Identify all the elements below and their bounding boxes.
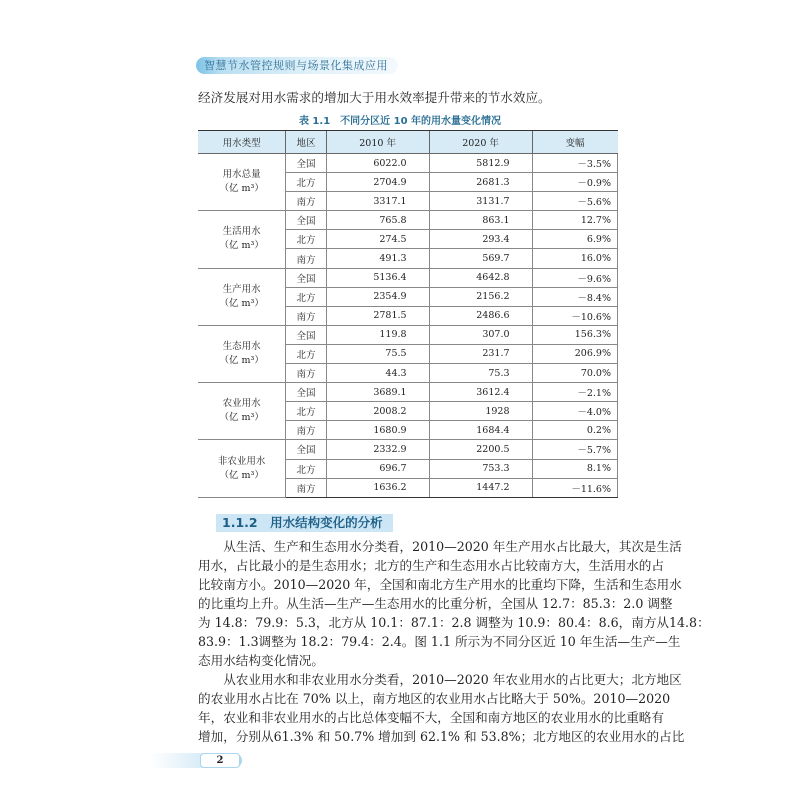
region-cell: 全国 xyxy=(286,325,326,344)
table-row xyxy=(198,325,618,344)
region-cell: 全国 xyxy=(286,440,326,459)
value-2010-cell: 6022.0 xyxy=(326,154,429,173)
change-cell: 0.2% xyxy=(532,421,617,440)
text-line: 比较南方小。2010—2020 年，全国和南北方生产用水的比重均下降，生活和生态用水 xyxy=(198,577,682,592)
water-type-cell xyxy=(198,325,286,382)
water-type: 农业用水 xyxy=(222,398,261,410)
value-2010-cell: 75.5 xyxy=(326,344,429,363)
value-2010-cell: 2781.5 xyxy=(326,306,429,325)
value-2010-cell: 119.8 xyxy=(326,325,429,344)
value-2010-cell: 491.3 xyxy=(326,249,429,268)
unit: （亿 m³） xyxy=(219,240,264,252)
value-2020-cell: 2681.3 xyxy=(429,173,532,192)
value-2020-cell: 5812.9 xyxy=(429,154,532,173)
text-line: 为 14.8：79.9：5.3，北方从 10.1：87.1：2.8 调整为 10.9：80.4：8.6，南方从14.8： xyxy=(198,615,710,630)
water-type-cell xyxy=(198,154,286,211)
value-2010-cell: 3317.1 xyxy=(326,192,429,211)
value-2010-cell: 1680.9 xyxy=(326,421,429,440)
region-cell: 南方 xyxy=(286,478,326,497)
value-2020-cell: 1447.2 xyxy=(429,478,532,497)
change-cell: －5.6% xyxy=(532,192,617,211)
region-cell: 北方 xyxy=(286,230,326,249)
water-type: 生活用水 xyxy=(222,226,261,238)
value-2010-cell: 696.7 xyxy=(326,459,429,478)
change-cell: －3.5% xyxy=(532,154,617,173)
region-cell: 全国 xyxy=(286,268,326,287)
change-cell: 8.1% xyxy=(532,459,617,478)
water-type-cell xyxy=(198,383,286,440)
value-2020-cell: 2156.2 xyxy=(429,287,532,306)
value-2020-cell: 2200.5 xyxy=(429,440,532,459)
column-header: 变幅 xyxy=(532,131,617,154)
region-cell: 南方 xyxy=(286,192,326,211)
value-2020-cell: 75.3 xyxy=(429,364,532,383)
value-2010-cell: 2704.9 xyxy=(326,173,429,192)
unit: （亿 m³） xyxy=(219,354,264,366)
region-cell: 南方 xyxy=(286,421,326,440)
change-cell: 12.7% xyxy=(532,211,617,230)
change-cell: －8.4% xyxy=(532,287,617,306)
change-cell: 70.0% xyxy=(532,364,617,383)
column-header: 地区 xyxy=(286,131,326,154)
section-heading: 1.1.2 用水结构变化的分析 xyxy=(216,514,393,532)
water-type-cell xyxy=(198,211,286,268)
text-line: 年，农业和非农业用水的占比总体变幅不大，全国和南方地区的农业用水的比重略有 xyxy=(198,710,664,725)
value-2020-cell: 3131.7 xyxy=(429,192,532,211)
change-cell: 6.9% xyxy=(532,230,617,249)
water-type: 生态用水 xyxy=(222,340,261,352)
region-cell: 北方 xyxy=(286,402,326,421)
value-2010-cell: 44.3 xyxy=(326,364,429,383)
unit: （亿 m³） xyxy=(219,183,264,195)
table-row xyxy=(198,440,618,459)
water-type-cell xyxy=(198,440,286,497)
change-cell: －2.1% xyxy=(532,383,617,402)
text-line: 从农业用水和非农业用水分类看，2010—2020 年农业用水的占比更大；北方地区 xyxy=(198,672,682,687)
change-cell: －0.9% xyxy=(532,173,617,192)
text-line: 的比重均上升。从生活—生产—生态用水的比重分析，全国从 12.7：85.3：2.0 调整 xyxy=(198,596,673,611)
water-type: 非农业用水 xyxy=(217,455,266,467)
value-2020-cell: 1928 xyxy=(429,402,532,421)
region-cell: 北方 xyxy=(286,459,326,478)
value-2020-cell: 3612.4 xyxy=(429,383,532,402)
table-body xyxy=(198,154,618,498)
text-line: 的农业用水占比在 70% 以上，南方地区的农业用水占比略大于 50%。2010—2020 xyxy=(198,691,671,706)
value-2010-cell: 2008.2 xyxy=(326,402,429,421)
change-cell: －4.0% xyxy=(532,402,617,421)
table-row xyxy=(198,154,618,173)
value-2010-cell: 274.5 xyxy=(326,230,429,249)
value-2010-cell: 765.8 xyxy=(326,211,429,230)
change-cell: －5.7% xyxy=(532,440,617,459)
change-cell: 156.3% xyxy=(532,325,617,344)
change-cell: －9.6% xyxy=(532,268,617,287)
region-cell: 全国 xyxy=(286,154,326,173)
water-use-table xyxy=(198,130,618,498)
value-2020-cell: 753.3 xyxy=(429,459,532,478)
table-row xyxy=(198,211,618,230)
value-2020-cell: 863.1 xyxy=(429,211,532,230)
region-cell: 北方 xyxy=(286,173,326,192)
unit: （亿 m³） xyxy=(219,412,264,424)
column-header: 用水类型 xyxy=(198,131,286,154)
text-line: 态用水结构变化情况。 xyxy=(198,653,324,668)
intro-line: 经济发展对用水需求的增加大于用水效率提升带来的节水效应。 xyxy=(198,90,551,105)
value-2020-cell: 231.7 xyxy=(429,344,532,363)
value-2010-cell: 3689.1 xyxy=(326,383,429,402)
water-type: 用水总量 xyxy=(222,169,261,181)
value-2020-cell: 1684.4 xyxy=(429,421,532,440)
change-cell: 206.9% xyxy=(532,344,617,363)
text-line: 从生活、生产和生态用水分类看，2010—2020 年生产用水占比最大，其次是生活 xyxy=(198,539,682,554)
running-header: 智慧节水管控规则与场景化集成应用 xyxy=(196,57,398,74)
region-cell: 南方 xyxy=(286,306,326,325)
region-cell: 全国 xyxy=(286,211,326,230)
table-header-row xyxy=(198,131,618,154)
region-cell: 南方 xyxy=(286,364,326,383)
column-header: 2010 年 xyxy=(326,131,429,154)
value-2010-cell: 5136.4 xyxy=(326,268,429,287)
page-number: 2 xyxy=(200,753,240,768)
value-2010-cell: 2332.9 xyxy=(326,440,429,459)
water-type: 生产用水 xyxy=(222,283,261,295)
change-cell: －10.6% xyxy=(532,306,617,325)
value-2020-cell: 569.7 xyxy=(429,249,532,268)
value-2010-cell: 2354.9 xyxy=(326,287,429,306)
region-cell: 南方 xyxy=(286,249,326,268)
text-line: 83.9：1.3调整为 18.2：79.4：2.4。图 1.1 所示为不同分区近 10 年生活—生产—生 xyxy=(198,634,681,649)
value-2010-cell: 1636.2 xyxy=(326,478,429,497)
change-cell: －11.6% xyxy=(532,478,617,497)
change-cell: 16.0% xyxy=(532,249,617,268)
table-row xyxy=(198,268,618,287)
value-2020-cell: 307.0 xyxy=(429,325,532,344)
table-caption: 表 1.1 不同分区近 10 年的用水量变化情况 xyxy=(298,116,502,127)
value-2020-cell: 4642.8 xyxy=(429,268,532,287)
column-header: 2020 年 xyxy=(429,131,532,154)
text-line: 用水，占比最小的是生态用水；北方的生产和生态用水占比较南方大，生活用水的占 xyxy=(198,558,664,573)
water-type-cell xyxy=(198,268,286,325)
value-2020-cell: 293.4 xyxy=(429,230,532,249)
text-line: 增加，分别从61.3% 和 50.7% 增加到 62.1% 和 53.8%；北方地区的农业用水的占比 xyxy=(198,729,685,744)
region-cell: 北方 xyxy=(286,287,326,306)
table-row xyxy=(198,383,618,402)
region-cell: 北方 xyxy=(286,344,326,363)
region-cell: 全国 xyxy=(286,383,326,402)
unit: （亿 m³） xyxy=(219,469,264,481)
value-2020-cell: 2486.6 xyxy=(429,306,532,325)
unit: （亿 m³） xyxy=(219,297,264,309)
